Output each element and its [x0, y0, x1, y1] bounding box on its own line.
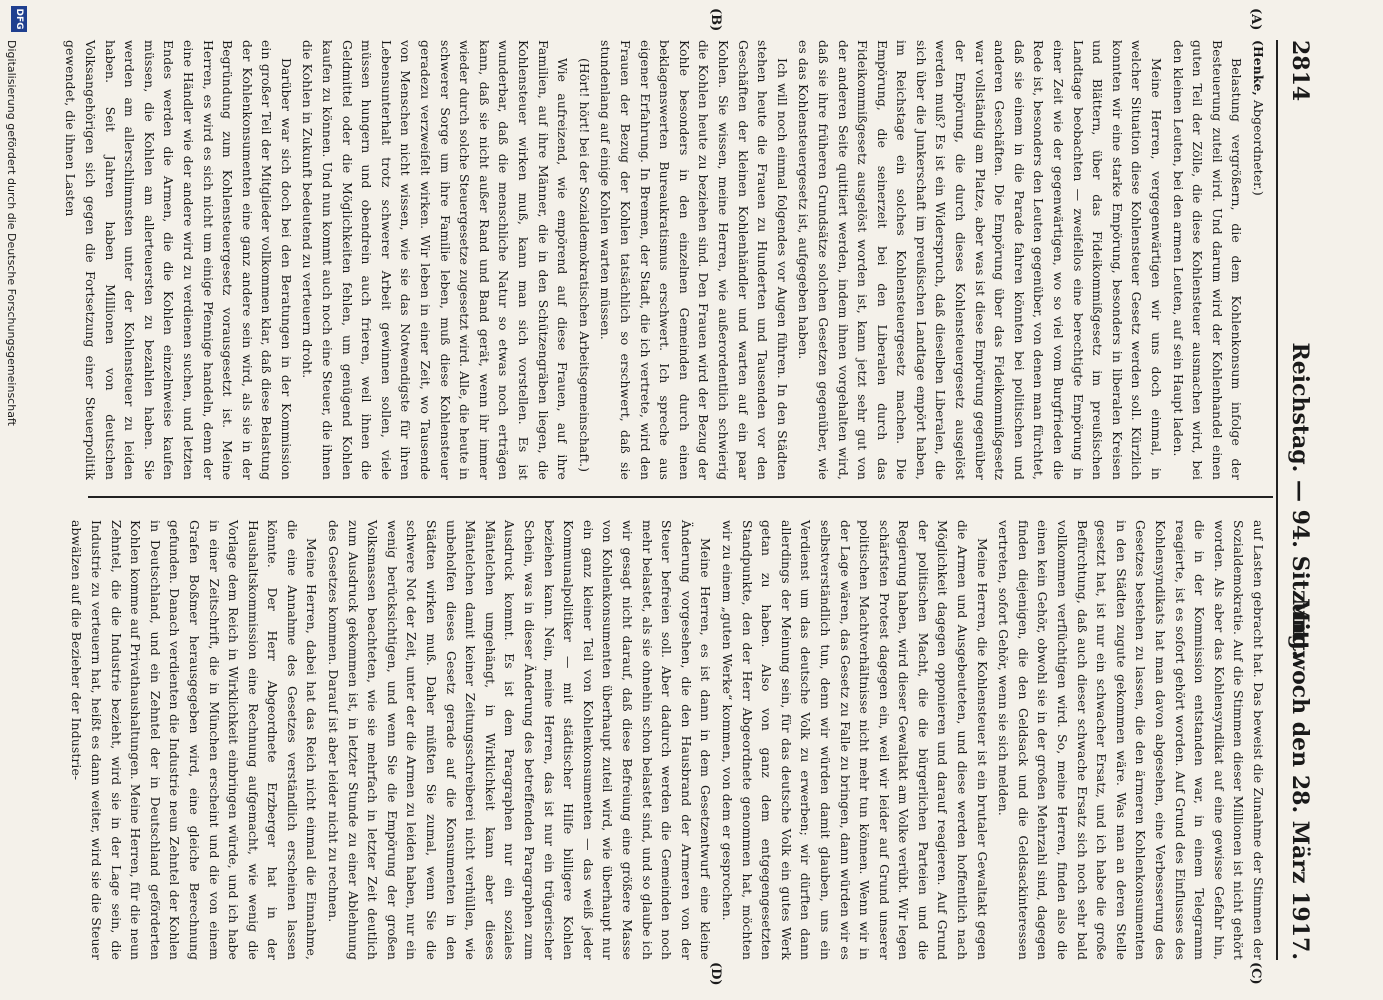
digitization-credit: Digitalisierung gefördert durch die Deutsche Forschungsgemeinschaft	[5, 40, 18, 426]
paragraph: Meine Herren, es ist dann in dem Gesetzentwurf eine kleine Änderung vorgesehen, die den Hausbrand der Armeren von der Steuer befreien soll. Aber dadurch werden die Gemeinden noch mehr belastet, als sie ohnehin schon belastet sind, und so glaube ich wir gesagt nicht darauf, daß diese Befreiung eine größere Masse von Kohlenkonsumenten überhaupt zuteil wird, wie überhaupt nur ein ganz kleiner Teil von Kohlenkonsumenten — das weiß jeder Kommunalpolitiker — mit städtischer Hilfe billigere Kohlen beziehen kann. Nein, meine Herren, das ist nur ein trügerischer Schein, was in dieser Änderung des betreffenden Paragraphen zum Ausdruck kommt. Es ist dem Paragraphen nur ein soziales Mäntelchen umgehängt, in Wirklichkeit kann aber dieses Mäntelchen damit keiner Zeitungsschreiberei nicht verhüllen, wie unbeholfen dieses Gesetz gerade auf die Konsumenten in den Städten wirken muß. Daher müßten Sie zumal, wenn Sie die schwere Not der Zeit, unter der die Armen zu leiden haben, nur ein wenig berücksichtigen, und wenn Sie die Empörung der großen Volksmassen beachteten, wie sie mehrfach in letzter Zeit deutlich zum Ausdruck gekommen ist, in letzter Stunde zu einer Ablehnung des Gesetzes kommen. Darauf ist aber leider nicht zu rechnen.	[326, 520, 714, 960]
paragraph: Meine Herren, vergegenwärtigen wir uns doch einmal, in welcher Situation diese Kohlensteuer Gesetz werden soll. Kürzlich konnten wir eine starke Empörung, besonders in liberalen Kreisen und Blättern, über das Fideikommißgesetz im preußischen Landtage beobachten — zweifellos eine berechtigte Empörung in einer Zeit wie der gegenwärtigen, wo so viel vom Burgfrieden die Rede ist, besonders den Leuten gegenüber, von denen man fürchtet, daß sie einem in die Parade fahren könnten bei politischen und anderen Geschäften. Die Empörung über das Fideikommißgesetz war vollständig am Platze, aber was ist diese Empörung gegenüber der Empörung, die durch dieses Kohlensteuergesetz ausgelöst werden muß? Es ist ein Widerspruch, daß dieselben Liberalen, die sich über die Junkerschaft im preußischen Landtage empört haben, im Reichstage ein solches Kohlensteuergesetz machen. Die Empörung, die seinerzeit bei den Liberalen durch das Fideikommißgesetz ausgelöst worden ist, kann jetzt sehr gut von der anderen Seite quittiert werden, indem ihnen vorgehalten wird, daß sie ihre früheren Grundsätze solchen Gesetzen gegenüber, wie es das Kohlensteuergesetz ist, aufgegeben haben.	[796, 40, 1165, 480]
margin-letter-a: (A)	[1248, 8, 1263, 31]
speaker-line	[1248, 40, 1268, 480]
page-header	[1283, 40, 1313, 960]
header-date: Mittwoch den 28. März 1917.	[1287, 598, 1313, 960]
dfg-logo: DFG	[11, 6, 27, 32]
margin-letter-d: (D)	[708, 962, 723, 986]
paragraph: Ich will noch einmal folgendes vor Augen führen. In den Städten stehen heute die Frauen zu Hunderten und Tausenden vor den Geschäften der kleinen Kohlenhändler und warten auf ein paar Kohlen. Sie wissen, meine Herren, wie außerordentlich schwierig die Kohlen heute zu beziehen sind. Den Frauen wird der Bezug der Kohle besonders in den einzelnen Gemeinden durch einen beklagenswerten Bureaukratismus erschwert. Ich spreche aus eigener Erfahrung. In Bremen, der Stadt, die ich vertrete, wird den Frauen der Bezug der Kohlen tatsächlich so erschwert, daß sie stundenlang auf einige Kohlen warten müssen.	[598, 40, 790, 480]
right-column	[69, 520, 1268, 960]
paragraph: Meine Herren, die Kohlensteuer ist ein brutaler Gewaltakt gegen die Armen und Ausgebeuteten, und diese werden hoffentlich nach Möglichkeit dagegen opponieren und darauf reagieren. Auf Grund der politischen Macht, die die bürgerlichen Parteien und die Regierung haben, wird dieser Gewaltakt am Volke verübt. Wir legen schärfsten Protest dagegen ein, weil wir leider auf Grund unserer politischen Machtverhältnisse nicht mehr tun können. Wenn wir in der Lage wären, das Gesetz zu Falle zu bringen, dann würden wir es selbstverständlich tun, denn wir würden damit glauben, uns ein Verdienst um das deutsche Volk zu erwerben; wir dürften dann allerdings der Meinung sein, für das deutsche Volk ein gutes Werk getan zu haben. Also von ganz dem entgegengesetzten Standpunkte, den der Herr Abgeordnete genommen hat, möchten wir zu einem „guten Werke“ kommen, von dem er gesprochen.	[719, 520, 990, 960]
column-divider	[88, 496, 1273, 498]
paragraph: Wie aufreizend, wie empörend auf diese Frauen, auf ihre Familien, auf ihre Männer, die in den Schützengräben liegen, die Kohlensteuer wirken muß, kann man sich vorstellen. Es ist wunderbar, daß die menschliche Natur so etwas noch erträgen kann, daß sie nicht außer Rand und Band gerät, wenn ihr immer wieder durch solche Steuergesetze zugesetzt wird. Alle, die heute in schwerer Sorge um ihre Familie leben, muß diese Kohlensteuer geradezu verzweifelt wirken. Wir leben in einer Zeit, wo Tausende von Menschen nicht wissen, wie sie das Notwendigste für ihren Lebensunterhalt trotz schwerer Arbeit gewinnen sollen, viele müssen hungern und obendrein auch frieren, weil ihnen die Geldmittel oder die Möglichkeiten fehlen, um genügend Kohlen kaufen zu können. Und nun kommt auch noch eine Steuer, die ihnen die Kohlen in Zukunft bedeutend zu verteuern droht.	[300, 40, 571, 480]
paragraph: Meine Herren, dabei hat das Reich nicht einmal die Einnahme, die eine Annahme des Gesetzes verständlich erscheinen lassen könnte. Der Herr Abgeordnete Erzberger hat in der Haushaltskommission eine Rechnung aufgemacht, wie wenig die Vorlage dem Reich in Wirklichkeit einbringen würde, und ich habe in einer Zeitschrift, die in München erscheint und die von einem Grafen Boßmer herausgegeben wird, eine gleiche Berechnung gefunden. Danach verdienten die Industrie neun Zehntel der Kohlen in Deutschland, und ein Zehntel der in Deutschland geförderten Kohlen komme auf Privathaushaltungen. Meine Herren, für die neun Zehntel, die die Industrie bezieht, wird sie in der Lage sein, die Industrie zu verteuern hat, heißt es dann weiter, wird sie die Steuer abwälzen auf die Bezieher der Industrie-	[69, 520, 320, 960]
left-column	[63, 40, 1268, 480]
margin-letter-b: (B)	[708, 8, 723, 32]
paragraph: auf Lasten gebracht hat. Das beweist die Zunahme der Stimmen der Sozialdemokratie. Auf die Stimmen dieser Millionen ist nicht gehört worden. Als aber das Kohlensyndikat auf eine gewisse Gefahr hin, die in der Kommission entstanden war, in einem Telegramm reagierte, ist es sofort gehört worden. Auf Grund des Einflusses des Kohlensyndikats hat man davon abgesehen, eine Verbesserung des Gesetzes bestehen zu lassen, die den ärmeren Kohlenkonsumenten in den Städten zugute gekommen wäre. Was man an deren Stelle gesetzt hat, ist nur ein schwacher Ersatz, und ich habe die große Befürchtung, daß auch dieser schwache Ersatz sich noch sehr bald vollkommen verflüchtigen wird. So, meine Herren, finden also die einen kein Gehör, obwohl sie in der großen Mehrzahl sind, dagegen finden diejenigen, die den Geldsack und die Geldsackinteressen vertreten, sofort Gehör, wenn sie sich melden.	[996, 520, 1266, 960]
margin-letter-c: (C)	[1248, 962, 1263, 985]
speaker-name: (Henke,	[1251, 40, 1266, 96]
speaker-role: Abgeordneter.)	[1251, 100, 1266, 196]
header-title: Reichstag. — 94. Sitzung.	[1287, 342, 1313, 658]
interjection: (Hört! hört! bei der Sozialdemokratischen Arbeitsgemeinschaft.)	[576, 58, 592, 473]
header-rule	[1276, 40, 1278, 960]
page-number: 2814	[1287, 40, 1313, 102]
paragraph: Belastung vergrößern, die dem Kohlenkonsum infolge der Besteuerung zuteil wird. Und darum wird der Kohlenhandel einen guten Teil der Zölle, die diese Kohlensteuer ausmachen wird, bei den kleinen Leuten, bei den armen Leuten, auf sein Haupt laden.	[1170, 40, 1245, 480]
paragraph: Darüber war sich doch bei den Beratungen in der Kommission ein großer Teil der Mitglieder vollkommen klar, daß diese Belastung der Kohlenkonsumenten eine ganz andere sein wird, als sie in der Begründung zum Kohlensteuergesetz vorausgesetzt ist. Meine Herren, es wird es sich nicht um einige Pfennige handeln, denn der eine Händler wie der andere wird zu verdienen suchen, und letzten Endes werden die Armen, die die Kohlen einzelnweise kaufen müssen, die Kohlen am allerteuersten zu bezahlen haben. Sie werden am allerschlimmsten unter der Kohlensteuer zu leiden haben. Seit Jahren haben Millionen von deutschen Volksangehörigen sich gegen die Fortsetzung einer Steuerpolitik gewendet, die ihnen Lasten	[63, 40, 294, 480]
